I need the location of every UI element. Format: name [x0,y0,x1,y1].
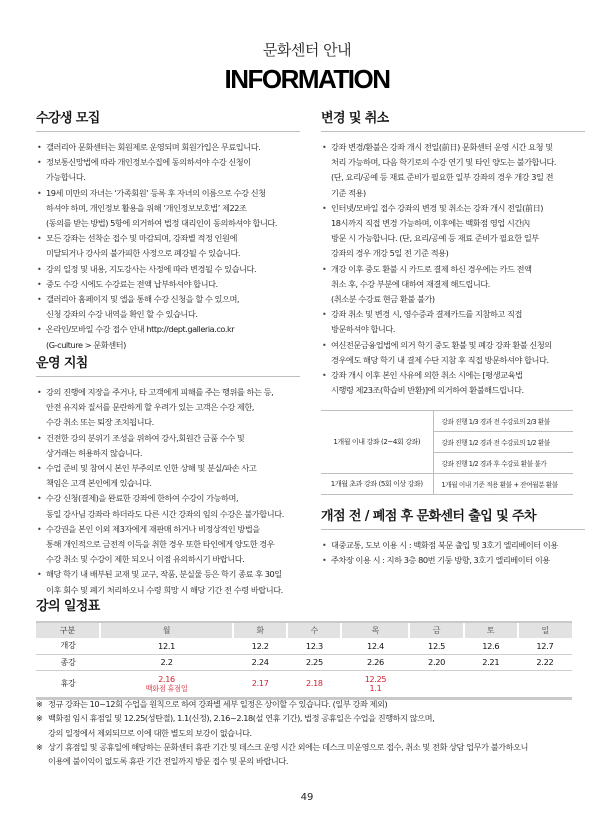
page-header [0,40,614,94]
refund-rule: 강좌 진행 1/2 경과 전 수강료의 1/2 환불 [433,432,573,453]
list-item [321,553,585,568]
list-item-text: • 갤러리아 홈페이지 및 앱을 통해 수강 신청을 할 수 있으며, [46,294,240,305]
table-cell: 2.25 [287,654,341,670]
reference-mark-icon: ※ [36,699,43,709]
section-change-cancel [321,110,585,495]
section-operation-guidelines [36,355,300,598]
list-item-text: 수강 취소 및 수강이 제한 되오니 이점 유의하시기 바랍니다. [46,554,245,565]
list-item [36,431,300,461]
list-item-text: 이후 회수 및 폐기 처리하오니 수령 희망 시 해당 기간 전 수령 바랍니다. [46,584,283,595]
table-cell: 2.24 [233,654,287,670]
column-header: 화 [233,622,287,638]
list-item-text: • 갤러리아 문화센터는 회원제로 운영되며 회원가입은 무료입니다. [46,142,261,152]
list-item-text: (단, 요리/공예 등 재료 준비가 필요한 일부 강좌의 경우 개강 3일 전 [331,172,554,183]
section-access-parking [321,508,585,568]
list-item-text: 경우에도 해당 학기 내 결제 수단 지참 후 직접 방문하셔야 합니다. [331,354,549,365]
access-list [321,538,585,568]
list-item [36,385,300,431]
table-cell: 12.3 [287,638,341,654]
list-item [36,491,300,521]
list-item [36,567,300,597]
list-item-text: • 모든 강좌는 선착순 접수 및 마감되며, 강좌별 적정 인원에 [46,233,237,244]
column-header: 구분 [36,622,100,638]
list-item-text: • 개강 이후 중도 환불 시 카드로 결제 하신 경우에는 카드 전액 [331,263,532,274]
list-item-text: • 수업 준비 및 참여시 본인 부주의로 인한 상해 및 분실/파손 사고 [46,463,257,474]
list-item-text: 시행령 제23조(학습비 반환)]에 의거하여 환불해드립니다. [331,385,524,396]
list-item-text: • 해당 학기 내 배부된 교재 및 교구, 작품, 분실물 등은 학기 종료 후 30일 [46,569,282,580]
column-header: 목 [341,622,409,638]
table-row-start [36,638,572,654]
schedule-notes [36,697,596,768]
list-item-text: • 여신전문금융업법에 의거 학기 중도 환불 및 폐강 강좌 환불 신청의 [331,339,552,350]
column-header: 월 [100,622,233,638]
table-header-row [36,622,572,638]
section-title: 수강생 모집 [36,110,300,132]
row-label: 개강 [36,638,100,654]
column-header: 금 [409,622,463,638]
table-cell: 2.2 [100,654,233,670]
table-cell [341,670,409,698]
list-item-text: 통해 개인적으로 금전적 이득을 취한 경우 또한 타인에게 양도한 경우 [46,539,275,550]
list-item-text: 처리 가능하며, 다음 학기로의 수강 연기 및 타인 양도는 불가합니다. [331,157,557,168]
list-item-text: 18시까지 직접 변경 가능하며, 이후에는 백화점 영업 시간內 [331,218,530,229]
list-item-text: • 수강 신청(결제)을 완료한 강좌에 한하여 수강이 가능하며, [46,493,239,504]
list-item [321,368,585,398]
table-cell [464,670,518,698]
table-cell [100,670,233,698]
column-header: 토 [464,622,518,638]
list-item-text: • 강좌 개시 이후 본인 사유에 의한 취소 시에는 [평생교육법 [331,370,523,381]
list-item-text: 수강 취소 또는 퇴장 조치됩니다. [46,417,154,428]
table-cell: 2.22 [518,654,572,670]
table-cell: 12.4 [341,638,409,654]
list-item-text: • 강좌 취소 및 변경 시, 영수증과 결제카드를 지참하고 직접 [331,309,522,320]
schedule-table [36,621,572,700]
note-text: 상기 휴점일 및 공휴일에 해당하는 문화센터 휴관 기간 및 데스크 운영 시간 외에는 데스크 미운영으로 접수, 취소 및 전화 상담 업무가 불가하오니 [48,741,528,752]
section-title: 운영 지침 [36,355,300,377]
list-item [36,522,300,568]
list-item-text: 취소 후, 수강 부분에 대하여 재결제 해드립니다. [331,278,490,289]
note-text: 이용에 불이익이 없도록 휴관 기간 전일까지 방문 접수 및 문의 바랍니다. [48,756,288,767]
page-number: 49 [300,792,314,803]
change-cancel-list [321,140,585,398]
refund-rule: 강좌 진행 1/2 경과 후 수강료 환불 불가 [433,453,573,474]
list-item-text: • 대중교통, 도보 이용 시 : 백화점 북문 출입 및 3호기 엘리베이터 이용 [331,540,558,550]
note-item [36,697,596,711]
table-cell: 12.7 [518,638,572,654]
list-item [36,277,300,292]
holiday-note: 백화점 휴점일 [145,683,188,693]
list-item-text: 기준 적용) [331,187,366,198]
list-item-text: 강좌의 경우 개강 5일 전 기준 적용) [331,248,449,259]
list-item-text: 방문하셔야 합니다. [331,324,395,335]
list-item-text: 미달되거나 강사의 불가피한 사정으로 폐강될 수 있습니다. [46,248,241,259]
row-label: 휴강 [36,670,100,698]
table-row-holiday [36,670,572,698]
table-cell: 2.17 [233,670,287,698]
reference-mark-icon: ※ [36,713,43,724]
recruitment-list [36,140,300,353]
list-item [36,322,300,352]
table-cell: 2.20 [409,654,463,670]
refund-rule: 1개월 이내 기준 적용 환불 + 잔여월분 환불 [433,474,573,495]
list-item-text: (G-culture > 문화센터) [46,339,126,350]
holiday-date: 12.25 [364,674,387,684]
section-recruitment [36,110,300,353]
table-cell: 12.6 [464,638,518,654]
note-text: 강의 일정에서 제외되므로 이에 대한 별도의 보강이 없습니다. [48,727,252,738]
list-item-text: • 강좌 변경/환불은 강좌 개시 전일(前日) 문화센터 운영 시간 요청 및 [331,142,553,152]
list-item-text: (취소분 수강료 현금 환불 불가) [331,294,435,305]
table-cell: 2.21 [464,654,518,670]
list-item-text: • 강의 일정 및 내용, 지도강사는 사정에 따라 변경될 수 있습니다. [46,263,257,274]
list-item-text: • 중도 수강 시에도 수강료는 전액 납부하셔야 합니다. [46,278,218,289]
page-subtitle: 문화센터 안내 [262,41,352,59]
column-header: 일 [518,622,572,638]
table-cell: 12.5 [409,638,463,654]
list-item [36,461,300,491]
table-row [321,411,573,432]
table-cell [409,670,463,698]
list-item [321,307,585,337]
list-item-text: • 정보통신망법에 따라 개인정보수집에 동의하셔야 수강 신청이 [46,157,251,168]
section-title: 변경 및 취소 [321,110,585,132]
list-item-text: • 주차장 이용 시 : 지하 3층 80번 기둥 방향, 3호기 엘리베이터 이용 [331,555,550,566]
list-item-text: • 인터넷/모바일 접수 강좌의 변경 및 취소는 강좌 개시 전일(前日) [331,202,544,213]
table-row [321,474,573,495]
reference-mark-icon: ※ [36,741,43,752]
list-item [321,140,585,201]
list-item-text: 안전 유지와 질서를 문란하게 할 우려가 있는 고객은 수강 제한, [46,402,255,413]
list-item-text: 책임은 고객 본인에게 있습니다. [46,478,152,489]
list-item [321,338,585,368]
table-cell [518,670,572,698]
table-cell: 12.2 [233,638,287,654]
list-item [321,201,585,262]
list-item [36,231,300,261]
refund-policy-table [321,410,573,495]
note-item [36,740,596,769]
row-label: 종강 [36,654,100,670]
list-item [321,262,585,308]
section-schedule [36,598,580,700]
table-cell: 12.1 [100,638,233,654]
note-text: 정규 강좌는 10~12회 수업을 원칙으로 하여 강좌별 세부 일정은 상이할 수 있습니다. (일부 강좌 제외) [48,699,388,709]
table-row-end [36,654,572,670]
list-item-text: • 19세 미만의 자녀는 ‘가족회원’ 등록 후 자녀의 이름으로 수강 신청 [46,187,266,198]
list-item-text: 하셔야 하며, 개인정보 활용을 위해 ‘개인정보보호법’ 제22조 [46,202,247,213]
table-cell: 2.18 [287,670,341,698]
holiday-date: 1.1 [369,683,382,693]
list-item [36,292,300,322]
list-item-text: (동의를 받는 방법) 5항에 의거하여 법정 대리인이 동의하셔야 합니다. [46,218,278,229]
refund-group-label: 1개월 초과 강좌 (5회 이상 강좌) [321,474,433,495]
list-item-text: 상거래는 허용하지 않습니다. [46,447,142,458]
list-item [36,155,300,185]
holiday-date: 2.16 [158,674,175,684]
list-item-text: • 건전한 강의 분위기 조성을 위하여 강사,회원간 금품 수수 및 [46,432,245,443]
list-item-text: 동일 강사님 강좌라 하더라도 다른 시간 강좌의 임의 수강은 불가합니다. [46,508,284,519]
column-header: 수 [287,622,341,638]
list-item-text: • 온라인/모바일 수강 접수 안내 http://dept.galleria.co.kr [46,324,235,335]
list-item [321,538,585,553]
list-item-text: 신청 강좌의 수강 내역을 확인 할 수 있습니다. [46,309,198,320]
refund-rule: 강좌 진행 1/3 경과 전 수강료의 2/3 환불 [433,411,573,432]
list-item-text: 방문 시 가능합니다. (단, 요리/공예 등 재료 준비가 필요한 일부 [331,233,539,244]
list-item [36,262,300,277]
section-title: 강의 일정표 [36,599,100,614]
operation-list [36,385,300,598]
table-cell: 2.26 [341,654,409,670]
note-item [36,711,596,740]
page-title: INFORMATION [224,64,390,94]
list-item-text: 가능합니다. [46,172,86,183]
list-item [36,140,300,155]
list-item [36,186,300,232]
refund-group-label: 1개월 이내 강좌 (2~4회 강좌) [321,411,433,474]
note-text: 백화점 임시 휴점일 및 12.25(성탄절), 1.1(신정), 2.16~2.18(설 연휴 기간), 법정 공휴일은 수업을 진행하지 않으며, [48,713,435,724]
section-title: 개점 전 / 폐점 후 문화센터 출입 및 주차 [321,508,585,530]
list-item-text: • 강의 진행에 지장을 주거나, 타 고객에게 피해를 주는 행위를 하는 등, [46,387,274,397]
list-item-text: • 수강권을 본인 이외 제3자에게 재판매 하거나 비정상적인 방법을 [46,523,260,534]
